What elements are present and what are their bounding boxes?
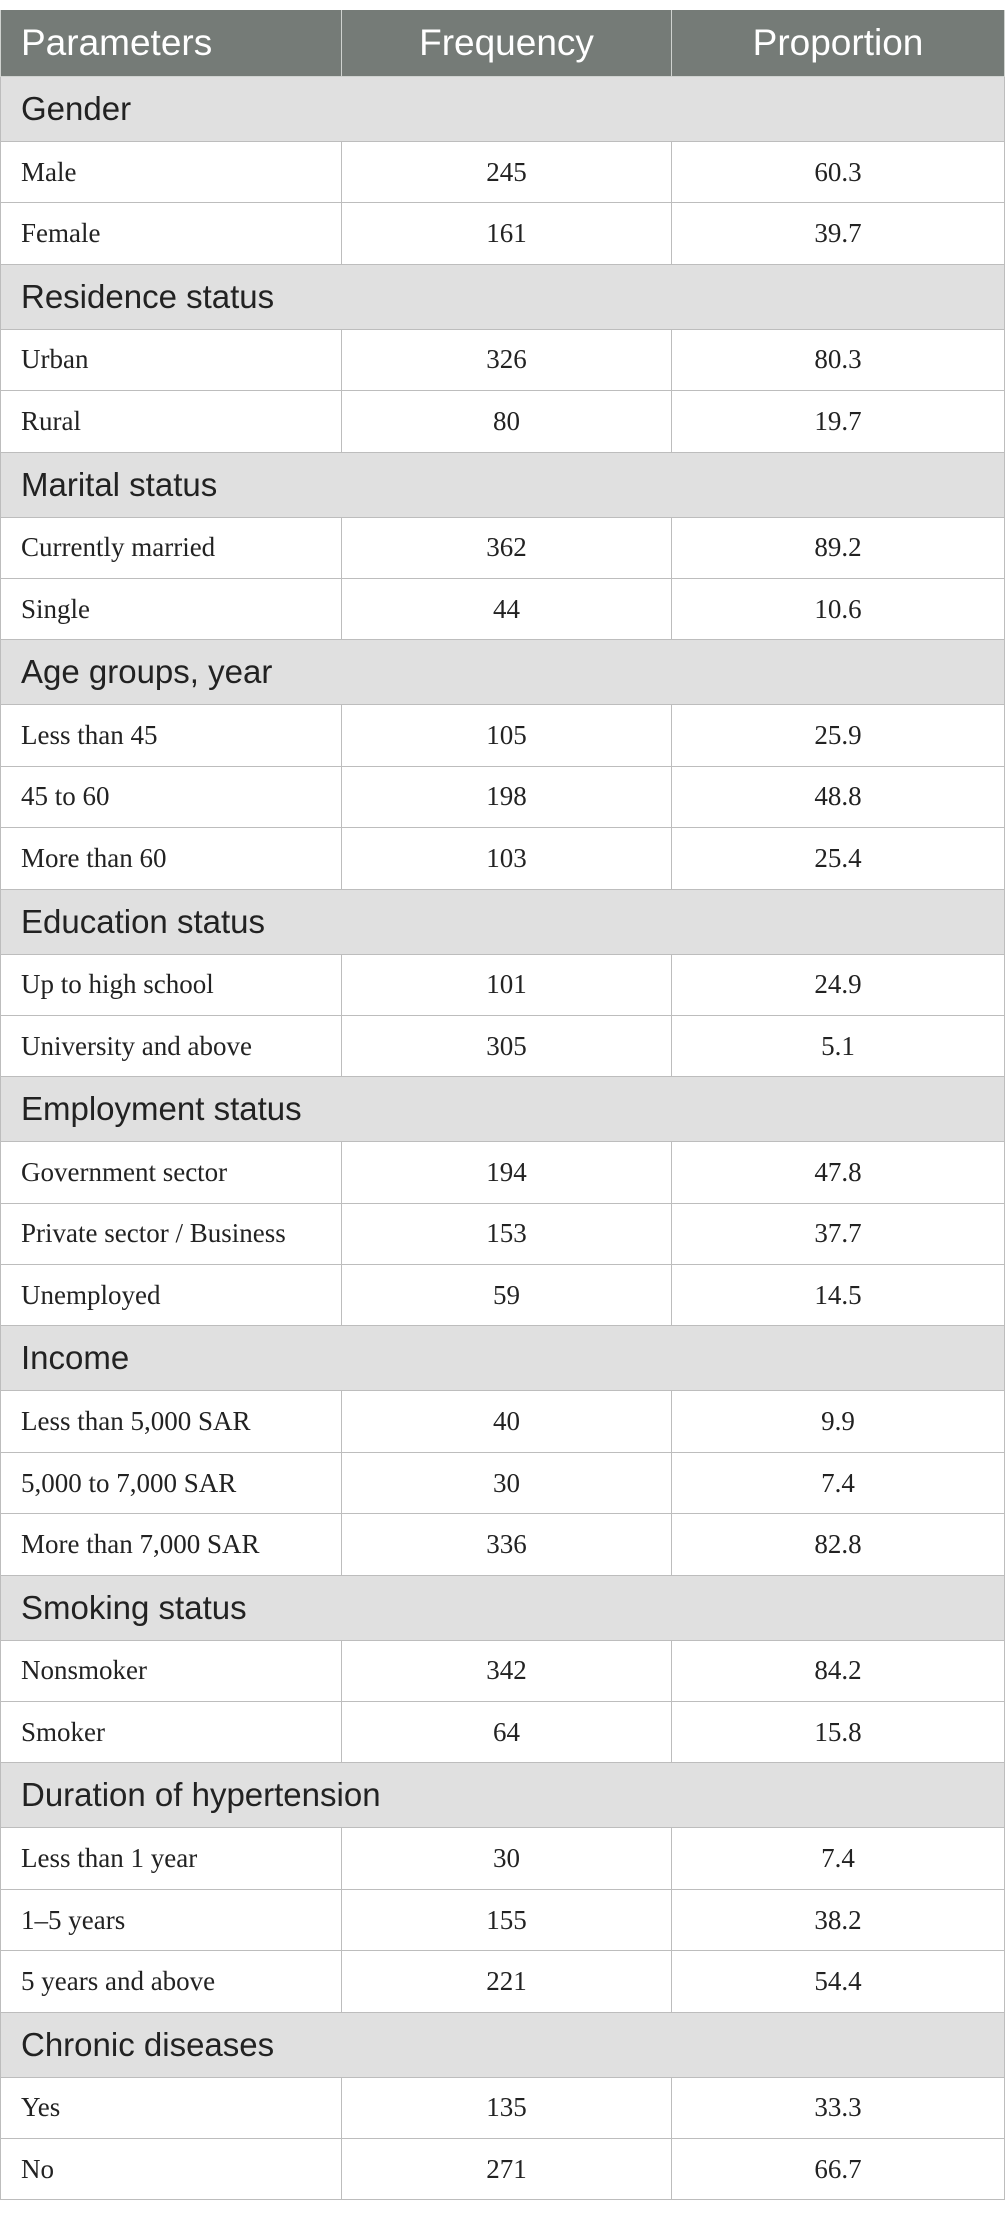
row-frequency: 326 bbox=[342, 329, 672, 390]
row-proportion: 25.4 bbox=[672, 828, 1005, 889]
table-body bbox=[1, 77, 1005, 2200]
row-proportion: 89.2 bbox=[672, 517, 1005, 578]
section-title: Marital status bbox=[1, 452, 1005, 517]
table-row bbox=[1, 517, 1005, 578]
row-proportion: 84.2 bbox=[672, 1640, 1005, 1701]
row-frequency: 44 bbox=[342, 578, 672, 639]
table-row bbox=[1, 142, 1005, 203]
row-label: Yes bbox=[1, 2077, 342, 2138]
table-row bbox=[1, 1951, 1005, 2012]
row-proportion: 25.9 bbox=[672, 705, 1005, 766]
header-parameters: Parameters bbox=[1, 10, 342, 77]
table-row bbox=[1, 1391, 1005, 1452]
row-frequency: 101 bbox=[342, 954, 672, 1015]
row-proportion: 9.9 bbox=[672, 1391, 1005, 1452]
section-row bbox=[1, 640, 1005, 705]
row-proportion: 48.8 bbox=[672, 766, 1005, 827]
row-frequency: 161 bbox=[342, 203, 672, 264]
row-frequency: 194 bbox=[342, 1142, 672, 1203]
row-frequency: 135 bbox=[342, 2077, 672, 2138]
section-title: Residence status bbox=[1, 264, 1005, 329]
section-row bbox=[1, 1763, 1005, 1828]
row-label: 5 years and above bbox=[1, 1951, 342, 2012]
row-frequency: 64 bbox=[342, 1702, 672, 1763]
row-proportion: 47.8 bbox=[672, 1142, 1005, 1203]
row-label: 5,000 to 7,000 SAR bbox=[1, 1452, 342, 1513]
section-row bbox=[1, 2012, 1005, 2077]
row-label: 45 to 60 bbox=[1, 766, 342, 827]
row-proportion: 33.3 bbox=[672, 2077, 1005, 2138]
row-frequency: 271 bbox=[342, 2138, 672, 2199]
row-proportion: 7.4 bbox=[672, 1452, 1005, 1513]
table-row bbox=[1, 1203, 1005, 1264]
row-frequency: 336 bbox=[342, 1514, 672, 1575]
row-frequency: 40 bbox=[342, 1391, 672, 1452]
table-row bbox=[1, 391, 1005, 452]
section-row bbox=[1, 264, 1005, 329]
row-frequency: 30 bbox=[342, 1452, 672, 1513]
row-label: Rural bbox=[1, 391, 342, 452]
table-row bbox=[1, 203, 1005, 264]
row-frequency: 105 bbox=[342, 705, 672, 766]
row-label: Female bbox=[1, 203, 342, 264]
row-frequency: 198 bbox=[342, 766, 672, 827]
row-label: 1–5 years bbox=[1, 1889, 342, 1950]
row-frequency: 155 bbox=[342, 1889, 672, 1950]
table-row bbox=[1, 1889, 1005, 1950]
section-title: Age groups, year bbox=[1, 640, 1005, 705]
header-proportion: Proportion bbox=[672, 10, 1005, 77]
row-frequency: 305 bbox=[342, 1015, 672, 1076]
row-proportion: 80.3 bbox=[672, 329, 1005, 390]
row-frequency: 30 bbox=[342, 1828, 672, 1889]
section-title: Smoking status bbox=[1, 1575, 1005, 1640]
section-title: Income bbox=[1, 1326, 1005, 1391]
section-title: Education status bbox=[1, 889, 1005, 954]
table-row bbox=[1, 1514, 1005, 1575]
table-row bbox=[1, 2138, 1005, 2199]
table-row bbox=[1, 1265, 1005, 1326]
table-row bbox=[1, 1640, 1005, 1701]
row-proportion: 60.3 bbox=[672, 142, 1005, 203]
row-proportion: 14.5 bbox=[672, 1265, 1005, 1326]
row-label: Unemployed bbox=[1, 1265, 342, 1326]
table-row bbox=[1, 1142, 1005, 1203]
section-title: Employment status bbox=[1, 1077, 1005, 1142]
table-row bbox=[1, 2077, 1005, 2138]
row-label: University and above bbox=[1, 1015, 342, 1076]
table-row bbox=[1, 766, 1005, 827]
row-proportion: 5.1 bbox=[672, 1015, 1005, 1076]
row-frequency: 59 bbox=[342, 1265, 672, 1326]
row-proportion: 38.2 bbox=[672, 1889, 1005, 1950]
row-label: Currently married bbox=[1, 517, 342, 578]
row-label: No bbox=[1, 2138, 342, 2199]
table-row bbox=[1, 828, 1005, 889]
header-frequency: Frequency bbox=[342, 10, 672, 77]
row-proportion: 24.9 bbox=[672, 954, 1005, 1015]
section-row bbox=[1, 1326, 1005, 1391]
row-frequency: 153 bbox=[342, 1203, 672, 1264]
row-proportion: 54.4 bbox=[672, 1951, 1005, 2012]
table-row bbox=[1, 1702, 1005, 1763]
row-proportion: 39.7 bbox=[672, 203, 1005, 264]
table-row bbox=[1, 1828, 1005, 1889]
section-row bbox=[1, 452, 1005, 517]
table-row bbox=[1, 954, 1005, 1015]
row-label: Up to high school bbox=[1, 954, 342, 1015]
table-row bbox=[1, 705, 1005, 766]
row-label: Less than 1 year bbox=[1, 1828, 342, 1889]
table-row bbox=[1, 1452, 1005, 1513]
row-proportion: 66.7 bbox=[672, 2138, 1005, 2199]
row-frequency: 221 bbox=[342, 1951, 672, 2012]
row-label: Private sector / Business bbox=[1, 1203, 342, 1264]
section-title: Chronic diseases bbox=[1, 2012, 1005, 2077]
row-label: Government sector bbox=[1, 1142, 342, 1203]
row-label: Less than 5,000 SAR bbox=[1, 1391, 342, 1452]
row-frequency: 342 bbox=[342, 1640, 672, 1701]
row-label: More than 60 bbox=[1, 828, 342, 889]
demographics-table bbox=[0, 10, 1005, 2200]
table-row bbox=[1, 578, 1005, 639]
table-header bbox=[1, 10, 1005, 77]
table-row bbox=[1, 329, 1005, 390]
section-row bbox=[1, 1077, 1005, 1142]
row-proportion: 37.7 bbox=[672, 1203, 1005, 1264]
row-label: More than 7,000 SAR bbox=[1, 1514, 342, 1575]
row-proportion: 15.8 bbox=[672, 1702, 1005, 1763]
section-row bbox=[1, 889, 1005, 954]
row-proportion: 82.8 bbox=[672, 1514, 1005, 1575]
section-row bbox=[1, 77, 1005, 142]
section-row bbox=[1, 1575, 1005, 1640]
row-frequency: 103 bbox=[342, 828, 672, 889]
row-proportion: 7.4 bbox=[672, 1828, 1005, 1889]
row-label: Nonsmoker bbox=[1, 1640, 342, 1701]
row-label: Smoker bbox=[1, 1702, 342, 1763]
row-label: Male bbox=[1, 142, 342, 203]
header-row bbox=[1, 10, 1005, 77]
row-proportion: 19.7 bbox=[672, 391, 1005, 452]
row-label: Less than 45 bbox=[1, 705, 342, 766]
row-label: Single bbox=[1, 578, 342, 639]
section-title: Gender bbox=[1, 77, 1005, 142]
row-frequency: 362 bbox=[342, 517, 672, 578]
section-title: Duration of hypertension bbox=[1, 1763, 1005, 1828]
row-frequency: 80 bbox=[342, 391, 672, 452]
row-frequency: 245 bbox=[342, 142, 672, 203]
table-row bbox=[1, 1015, 1005, 1076]
row-proportion: 10.6 bbox=[672, 578, 1005, 639]
row-label: Urban bbox=[1, 329, 342, 390]
